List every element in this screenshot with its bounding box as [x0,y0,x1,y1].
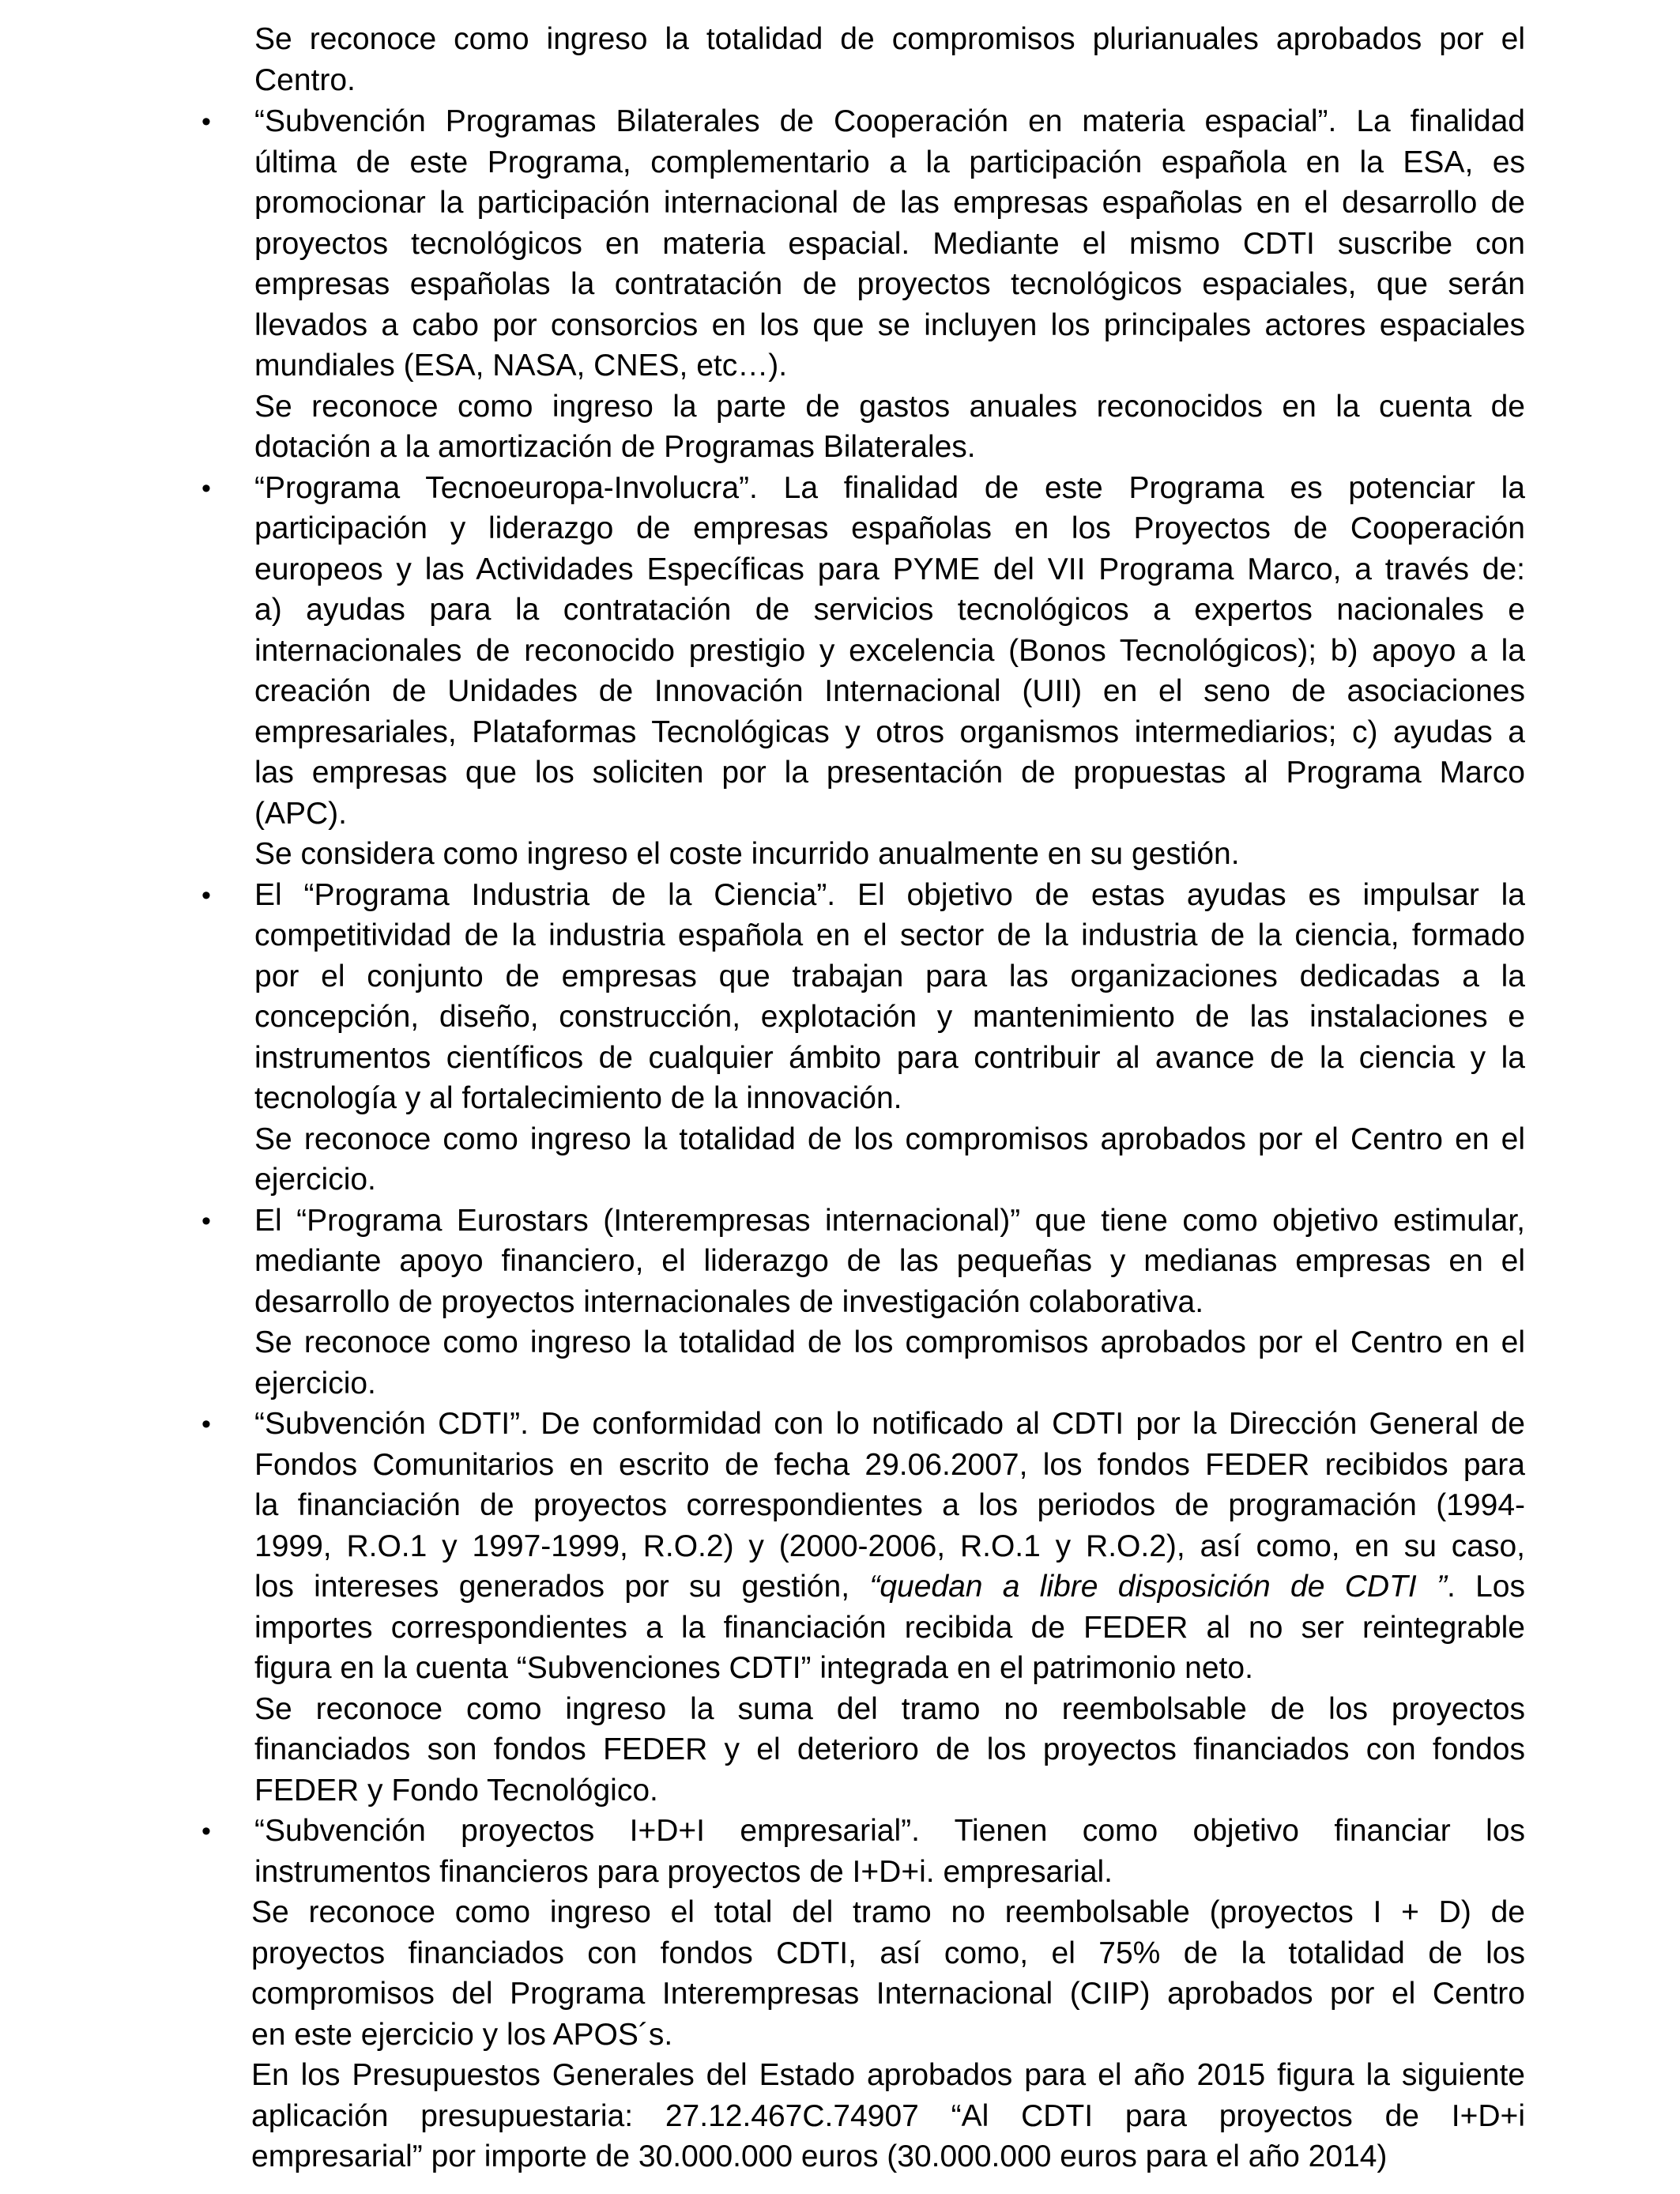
paragraph-line: mundiales (ESA, NASA, CNES, etc…). [254,349,788,383]
paragraph-line: europeos y las Actividades Específicas para PYME del VII Programa Marco, a través de: [254,552,1525,586]
bullet-icon: • [202,107,211,137]
paragraph-line: llevados a cabo por consorcios en los que se incluyen los principales actores espaciales [254,308,1525,342]
paragraph-line: proyectos financiados con fondos CDTI, así como, el 75% de la totalidad de los [251,1936,1525,1970]
paragraph-line: 1999, R.O.1 y 1997-1999, R.O.2) y (2000-2006, R.O.1 y R.O.2), así como, en su caso, [254,1529,1525,1563]
paragraph-line: por el conjunto de empresas que trabajan para las organizaciones dedicadas a la [254,959,1525,993]
bullet-icon: • [202,1409,211,1439]
paragraph-line: Se reconoce como ingreso la totalidad de los compromisos aprobados por el Centro en el [254,1325,1525,1359]
paragraph-line: la financiación de proyectos correspondientes a los periodos de programación (1994- [254,1488,1525,1522]
paragraph-line: instrumentos científicos de cualquier ámbito para contribuir al avance de la ciencia y la [254,1041,1525,1075]
paragraph-line: desarrollo de proyectos internacionales de investigación colaborativa. [254,1285,1204,1319]
paragraph-line: empresas españolas la contratación de proyectos tecnológicos espaciales, que serán [254,267,1525,301]
paragraph-line: las empresas que los soliciten por la presentación de propuestas al Programa Marco [254,756,1525,790]
paragraph-line: internacionales de reconocido prestigio y excelencia (Bonos Tecnológicos); b) apoyo a la [254,634,1525,668]
paragraph-line: a) ayudas para la contratación de servicios tecnológicos a expertos nacionales e [254,593,1525,627]
quoted-phrase: “quedan a libre disposición de CDTI ” [869,1570,1447,1604]
paragraph-line: Se reconoce como ingreso la suma del tramo no reembolsable de los proyectos [254,1692,1525,1726]
paragraph-line: en este ejercicio y los APOS´s. [251,2018,673,2052]
paragraph-line: empresarial” por importe de 30.000.000 euros (30.000.000 euros para el año 2014) [251,2139,1388,2173]
paragraph-line: participación y liderazgo de empresas españolas en los Proyectos de Cooperación [254,511,1525,545]
paragraph-line: “Subvención Programas Bilaterales de Cooperación en materia espacial”. La finalidad [254,104,1525,138]
paragraph-line: Se reconoce como ingreso la totalidad de los compromisos aprobados por el Centro en el [254,1122,1525,1156]
paragraph-line: El “Programa Industria de la Ciencia”. El objetivo de estas ayudas es impulsar la [254,878,1525,912]
bullet-icon: • [202,1206,211,1236]
bullet-icon: • [202,880,211,910]
paragraph-line: ejercicio. [254,1367,376,1400]
paragraph-line: dotación a la amortización de Programas Bilaterales. [254,430,976,464]
paragraph-line: FEDER y Fondo Tecnológico. [254,1774,658,1808]
paragraph-line: tecnología y al fortalecimiento de la innovación. [254,1081,902,1115]
paragraph-line: última de este Programa, complementario a la participación española en la ESA, es [254,145,1525,179]
paragraph-line: Centro. [254,63,356,97]
paragraph-line: Se reconoce como ingreso la totalidad de compromisos plurianuales aprobados por el [254,22,1525,56]
bullet-icon: • [202,1816,211,1846]
paragraph-line: mediante apoyo financiero, el liderazgo de las pequeñas y medianas empresas en el [254,1244,1525,1278]
paragraph-line: “Subvención proyectos I+D+I empresarial”. Tienen como objetivo financiar los [254,1814,1525,1848]
paragraph-line: Se considera como ingreso el coste incurrido anualmente en su gestión. [254,837,1240,871]
paragraph-line: (APC). [254,797,347,831]
paragraph-line: financiados son fondos FEDER y el deterioro de los proyectos financiados con fondos [254,1732,1525,1766]
bullet-icon: • [202,473,211,503]
paragraph-line: Se reconoce como ingreso la parte de gastos anuales reconocidos en la cuenta de [254,390,1525,424]
paragraph-line: “Programa Tecnoeuropa-Involucra”. La finalidad de este Programa es potenciar la [254,471,1525,505]
line-text: . Los [1446,1570,1525,1604]
paragraph-line: importes correspondientes a la financiación recibida de FEDER al no ser reintegrable [254,1611,1525,1645]
paragraph-line: proyectos tecnológicos en materia espacial. Mediante el mismo CDTI suscribe con [254,227,1525,261]
paragraph-line: aplicación presupuestaria: 27.12.467C.74907 “Al CDTI para proyectos de I+D+i [251,2099,1525,2133]
paragraph-line: competitividad de la industria española en el sector de la industria de la ciencia, formado [254,918,1525,952]
paragraph-line: creación de Unidades de Innovación Internacional (UII) en el seno de asociaciones [254,674,1525,708]
paragraph-line: compromisos del Programa Interempresas Internacional (CIIP) aprobados por el Centro [251,1977,1525,2011]
paragraph-line: ejercicio. [254,1163,376,1197]
paragraph-line: “Subvención CDTI”. De conformidad con lo notificado al CDTI por la Dirección General de [254,1407,1525,1441]
paragraph-line: Fondos Comunitarios en escrito de fecha 29.06.2007, los fondos FEDER recibidos para [254,1448,1525,1482]
paragraph-line: El “Programa Eurostars (Interempresas internacional)” que tiene como objetivo estimular, [254,1204,1525,1238]
paragraph-line: concepción, diseño, construcción, explotación y mantenimiento de las instalaciones e [254,1000,1525,1034]
paragraph-line: En los Presupuestos Generales del Estado aprobados para el año 2015 figura la siguiente [251,2058,1525,2092]
paragraph-line: figura en la cuenta “Subvenciones CDTI” integrada en el patrimonio neto. [254,1651,1253,1685]
paragraph-line: Se reconoce como ingreso el total del tramo no reembolsable (proyectos I + D) de [251,1895,1525,1929]
paragraph-line: promocionar la participación internacional de las empresas españolas en el desarrollo de [254,186,1525,220]
line-text: los intereses generados por su gestión, [254,1570,850,1604]
paragraph-line: empresariales, Plataformas Tecnológicas y otros organismos intermediarios; c) ayudas a [254,715,1525,749]
paragraph-line: instrumentos financieros para proyectos de I+D+i. empresarial. [254,1855,1113,1889]
paragraph-line [254,1566,1525,1608]
